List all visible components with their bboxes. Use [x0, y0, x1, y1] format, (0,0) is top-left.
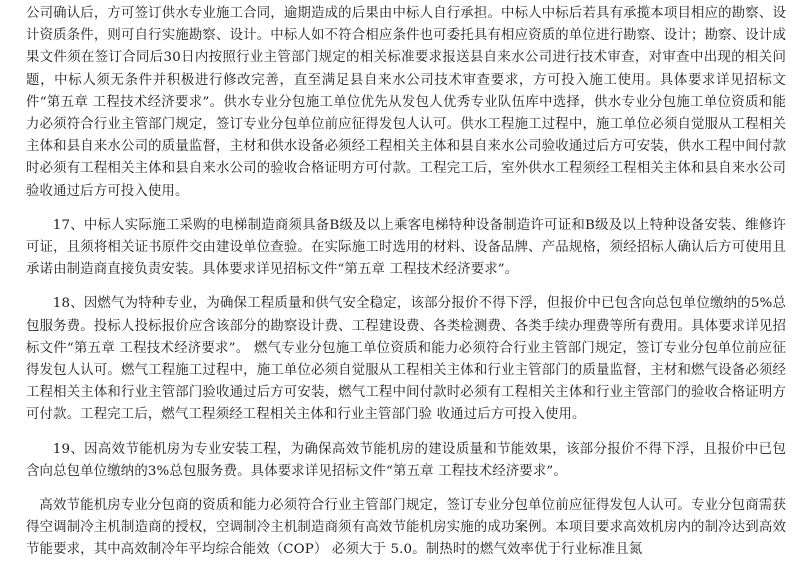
paragraph-water-supply: 公司确认后，方可签订供水专业施工合同，逾期造成的后果由中标人自行承担。中标人中标后若具有承揽本项目相应的勘察、设计资质条件，则可自行实施勘察、设计。中标人如不符合相应条件也可委托具有相应资质的单位进行勘察、设计；勘察、设计成果文件须在签订合同后30日内按照行业主管部门规定的相关标准要求报送县自来水公司进行技术审查，对审查中出现的相关问题，中标人须无条件并积极进行修改完善，直至满足县自来水公司技术审查要求，方可投入施工使用。具体要求详见招标文件“第五章 工程技术经济要求”。供水专业分包施工单位优先从发包人优秀专业队伍库中选择，供水专业分包施工单位资质和能力必须符合行业主管部门规定，签订专业分包单位前应征得发包人认可。供水工程施工过程中，施工单位必须自觉服从工程相关主体和县自来水公司的质量监督，主材和供水设备必须经工程相关主体和县自来水公司验收通过后方可安装，供水工程中间付款时必须有工程相关主体和县自来水公司的验收合格证明方可付款。工程完工后，室外供水工程须经工程相关主体和县自来水公司验收通过后方可投入使用。 [26, 6, 786, 199]
paragraph-gap [26, 427, 786, 439]
paragraph-17-elevator: 17、中标人实际施工采购的电梯制造商须具备B级及以上乘客电梯特种设备制造许可证和B级及以上特种设备安装、维修许可证，且须将相关证书原件交由建设单位查验。在实际施工时选用的材料、设备品牌、产品规格，须经招标人确认后方可使用且承诺由制造商直接负责安装。具体要求详见招标文件“第五章 工程技术经济要求”。 [26, 217, 786, 278]
paragraph-19-energy-room: 19、因高效节能机房为专业安装工程，为确保高效节能机房的建设质量和节能效果，该部分报价不得下浮，且报价中已包含向总包单位缴纳的3%总包服务费。具体要求详见招标文件“第五章 工程技术经济要求”。 [26, 441, 786, 479]
paragraph-18-gas: 18、因燃气为特种专业，为确保工程质量和供气安全稳定，该部分报价不得下浮，但报价中已包含向总包单位缴纳的5%总包服务费。投标人投标报价应含该部分的勘察设计费、工程建设费、各类检测费、各类手续办理费等所有费用。具体要求详见招标文件“第五章 工程技术经济要求”。 燃气专业分包施工单位资质和能力必须符合行业主管部门规定，签订专业分包单位前应征得发包人认可。燃气工程施工过程中，施工单位必须自觉服从工程相关主体和行业主管部门的质量监督，主材和燃气设备必须经工程相关主体和行业主管部门验收通过后方可安装，燃气工程中间付款时必须有工程相关主体和行业主管部门的验收合格证明方可付款。工程完工后，燃气工程须经工程相关主体和行业主管部门验 收通过后方可投入使用。 [26, 296, 786, 423]
paragraph-gap [26, 203, 786, 215]
paragraph-gap [26, 483, 786, 495]
paragraph-20-subcontractor: 高效节能机房专业分包商的资质和能力必须符合行业主管部门规定，签订专业分包单位前应征得发包人认可。专业分包商需获得空调制冷主机制造商的授权，空调制冷主机制造商须有高效节能机房实施的成功案例。本项目要求高效机房内的制冷达到高效节能要求，其中高效制冷年平均综合能效（COP） 必须大于 5.0。制热时的燃气效率优于行业标准且氮 [26, 498, 786, 558]
paragraph-gap [26, 281, 786, 293]
